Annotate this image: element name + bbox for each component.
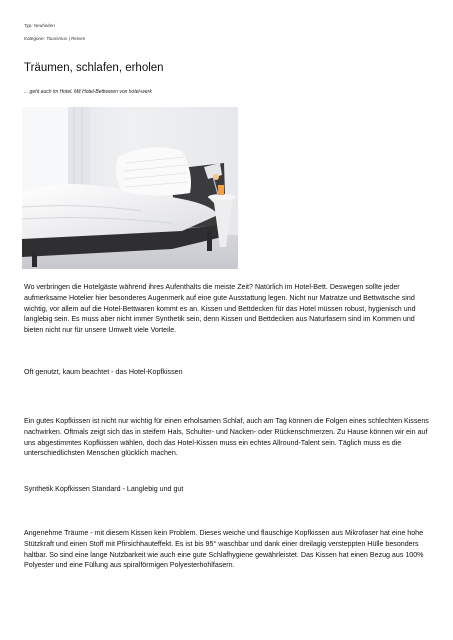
section-heading-kopfkissen: Oft genutzt, kaum beachtet - das Hotel-Kopfkissen: [24, 368, 183, 376]
category-line: Kategorie: Tourismus | Reisen: [24, 36, 86, 41]
article-subtitle: ... geht auch im Hotel. Mit Hotel-Bettwaren von hotel-werk: [24, 89, 152, 95]
pillow: [116, 147, 191, 195]
article-title: Träumen, schlafen, erholen: [24, 62, 164, 74]
paragraph-synthetik: Angenehme Träume - mit diesem Kissen kein Problem. Dieses weiche und flauschige Kopfkissen aus Mikrofaser hat eine hohe Stützkraft und einen Stoff mit Pfirsichhauteffekt. Es ist bis 95° waschbar und dank einer dreilagig versteppten Hülle besonders haltbar. So sind eine lange Nutzbarkeit wie auch eine gute Schlafhygiene gewährleistet. Das Kissen hat einen Bezug aus 100% Polyester und eine Füllung aus spiralförmigen Polyesterhohlfasern.: [24, 529, 424, 570]
hotel-bed-photo: [22, 107, 238, 269]
bed-photo-illustration: [22, 107, 238, 269]
paragraph-intro: Wo verbringen die Hotelgäste während ihres Aufenthalts die meiste Zeit? Natürlich im Hotel-Bett. Deswegen sollte jeder aufmerksame Hotelier hier besonderes Augenmerk auf eine gute Ausstattung legen. Nicht nur Matratze und Bettwäsche sind wichtig, vor allem auf die Hotel-Bettwaren kommt es an. Kissen und Bettdecken für das Hotel müssen robust, hygienisch und langlebig sein. Es muss aber nicht immer Synthetik sein, denn Kissen und Bettdecken aus Naturfasern sind im Kommen und bieten nicht nur für unsere Umwelt viele Vorteile.: [24, 283, 416, 335]
section-heading-synthetik: Synthetik Kopfkissen Standard - Langlebig und gut: [24, 485, 184, 493]
paragraph-kopfkissen: Ein gutes Kopfkissen ist nicht nur wichtig für einen erholsamen Schlaf, auch am Tag können die Folgen eines schlechten Kissens nachwirken. Oftmals zeigt sich das in steifem Hals, Schulter- und Nacken- oder Rückenschmerzen. Zu Hause können wir ein auf uns abgestimmtes Kopfkissen wählen, doch das Hotel-Kissen muss ein echtes Allround-Talent sein. Täglich muss es die unterschiedlichsten Menschen glücklich machen.: [24, 417, 429, 458]
type-line: Typ: Neuheiten: [24, 23, 55, 28]
